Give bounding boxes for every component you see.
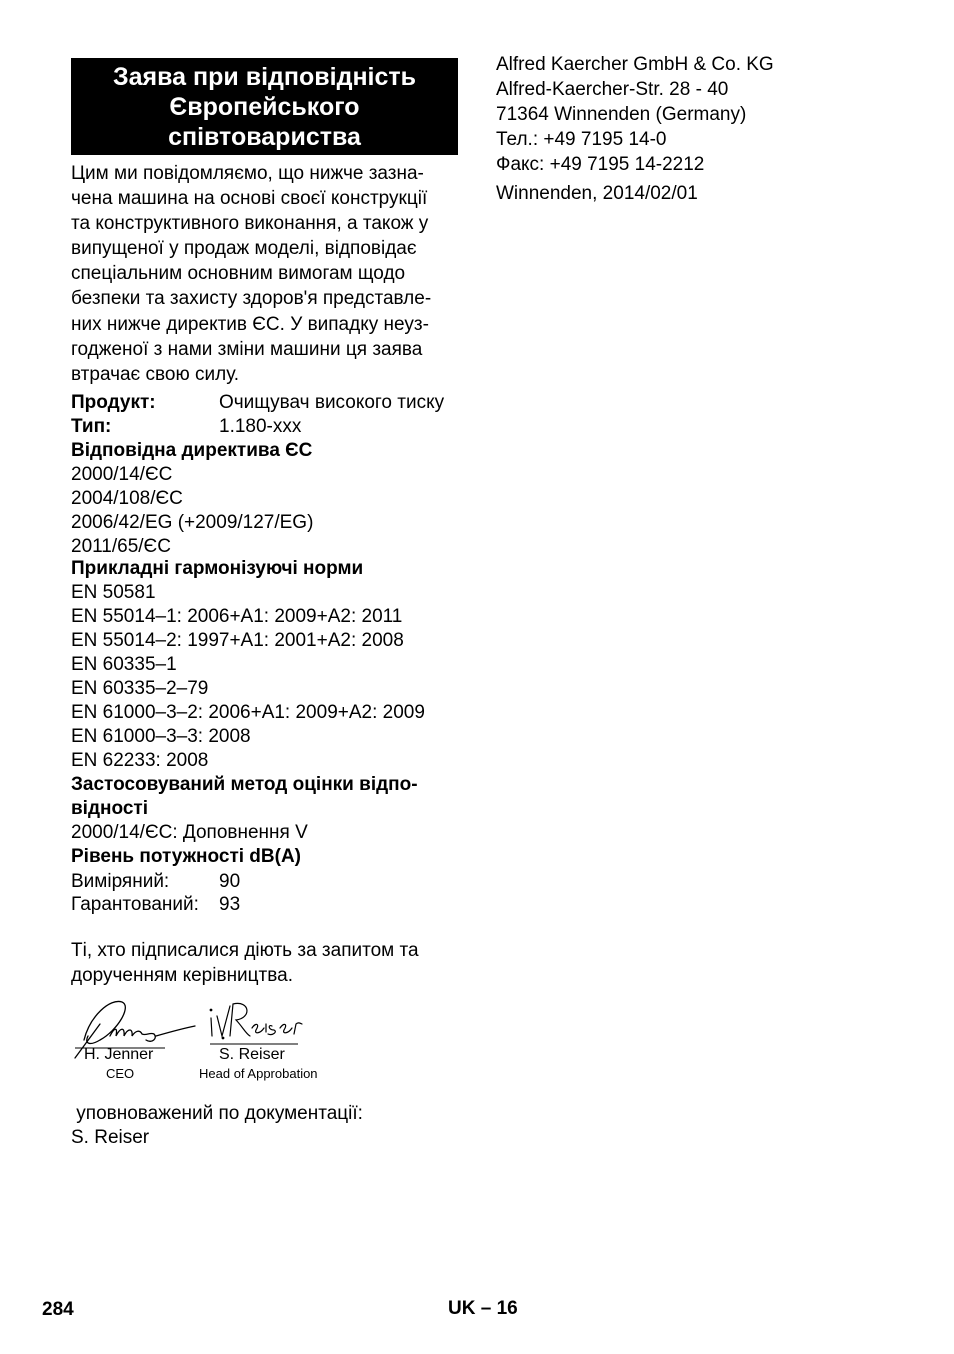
reiser-signature xyxy=(210,1003,302,1038)
norm-item: EN 62233: 2008 xyxy=(71,750,209,771)
intro-line: спеціальним основним вимогам щодо xyxy=(71,263,406,285)
jenner-name: H. Jenner xyxy=(84,1046,154,1063)
documentation-name: S. Reiser xyxy=(71,1127,150,1148)
jenner-role: CEO xyxy=(106,1066,135,1081)
signers-text-line-1: Ті, хто підписалися діють за запитом та xyxy=(71,940,419,961)
norms-section xyxy=(71,557,425,869)
intro-line: Цим ми повідомляємо, що нижче зазна- xyxy=(71,163,424,184)
directive-item: 2000/14/ЄС xyxy=(71,464,173,485)
directives-heading: Відповідна директива ЄС xyxy=(71,440,313,461)
company-street: Alfred-Kaercher-Str. 28 - 40 xyxy=(496,79,729,100)
directive-item: 2004/108/ЄС xyxy=(71,488,183,509)
norm-item: EN 55014–1: 2006+A1: 2009+A2: 2011 xyxy=(71,606,403,627)
intro-line: них нижче директив ЄС. У випадку неуз- xyxy=(71,313,429,335)
norm-item: EN 55014–2: 1997+A1: 2001+A2: 2008 xyxy=(71,630,404,651)
company-info xyxy=(496,52,774,206)
declaration-title xyxy=(71,58,458,155)
product-label: Продукт: xyxy=(71,392,156,413)
intro-paragraph xyxy=(71,161,466,387)
reiser-role: Head of Approbation xyxy=(199,1066,318,1081)
intro-line: та конструктивного виконання, а також у xyxy=(71,213,429,235)
guaranteed-value: 93 xyxy=(219,894,241,915)
norm-item: EN 60335–2–79 xyxy=(71,678,209,699)
measured-label: Виміряний: xyxy=(71,871,170,892)
company-phone: Тел.: +49 7195 14-0 xyxy=(496,129,667,150)
guaranteed-label: Гарантований: xyxy=(71,894,199,915)
title-line-1: Заява при відповідність xyxy=(112,62,417,91)
norm-item: EN 50581 xyxy=(71,582,156,603)
signers-text-line-2: дорученням керівництва. xyxy=(71,965,293,986)
type-value: 1.180-xxx xyxy=(219,416,302,437)
directives-section xyxy=(71,438,313,559)
method-heading-line-1: Застосовуваний метод оцінки відпо- xyxy=(71,774,418,795)
norms-heading: Прикладні гармонізуючі норми xyxy=(71,558,364,579)
measured-value: 90 xyxy=(219,871,241,892)
intro-line: годженої з нами зміни машини ця заява xyxy=(71,338,423,360)
reiser-name: S. Reiser xyxy=(219,1046,285,1063)
place-date: Winnenden, 2014/02/01 xyxy=(496,183,698,204)
title-line-2: Європейського xyxy=(169,92,360,121)
section-number: UK – 16 xyxy=(448,1298,518,1319)
company-name: Alfred Kaercher GmbH & Co. KG xyxy=(496,54,774,75)
page-number: 284 xyxy=(42,1299,74,1320)
intro-line: випущеної у продаж моделі, відповідає xyxy=(71,238,417,260)
company-city: 71364 Winnenden (Germany) xyxy=(496,104,747,125)
directive-item: 2011/65/ЄС xyxy=(71,536,171,557)
intro-line: чена машина на основі своєї конструкції xyxy=(71,188,428,210)
documentation-label: уповноважений по документації: xyxy=(71,1103,363,1124)
product-value: Очищувач високого тиску xyxy=(219,392,445,413)
method-value: 2000/14/ЄС: Доповнення V xyxy=(71,822,308,843)
norm-item: EN 61000–3–3: 2008 xyxy=(71,726,251,747)
intro-line: втрачає свою силу. xyxy=(71,363,240,385)
norm-item: EN 60335–1 xyxy=(71,654,177,675)
title-line-3: співтовариства xyxy=(168,122,361,151)
norm-item: EN 61000–3–2: 2006+A1: 2009+A2: 2009 xyxy=(71,702,425,723)
directive-item: 2006/42/EG (+2009/127/EG) xyxy=(71,512,314,533)
power-heading: Рівень потужності dB(A) xyxy=(71,846,302,867)
company-fax: Факс: +49 7195 14-2212 xyxy=(496,154,705,175)
type-label: Тип: xyxy=(71,416,112,437)
method-heading-line-2: відності xyxy=(71,798,149,819)
intro-line: безпеки та захисту здоров'я представле- xyxy=(71,288,432,310)
